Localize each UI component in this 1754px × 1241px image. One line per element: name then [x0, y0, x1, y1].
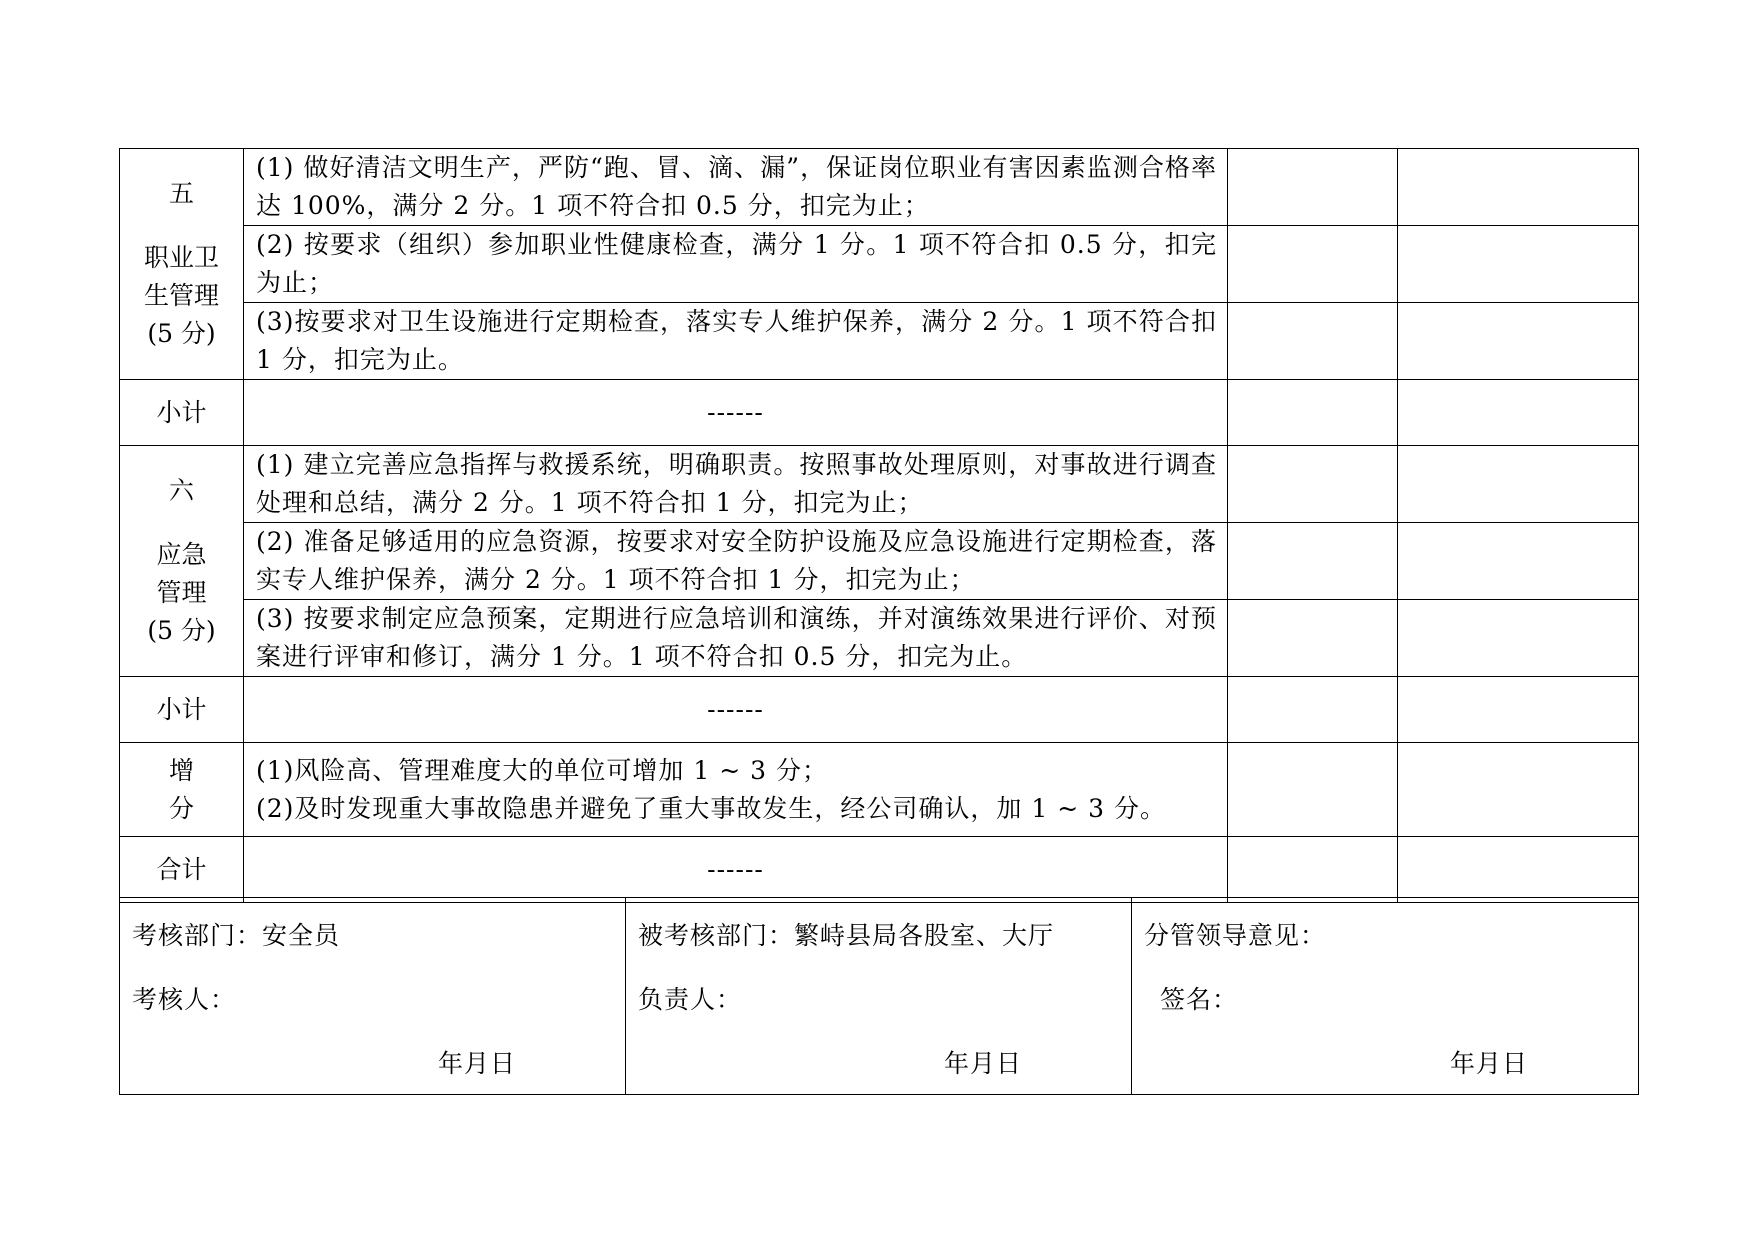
criterion-text: (2) 准备足够适用的应急资源，按要求对安全防护设施及应急设施进行定期检查，落实专人维护保养，满分 2 分。1 项不符合扣 1 分，扣完为止； — [244, 523, 1228, 600]
remark-cell[interactable] — [1398, 523, 1639, 600]
remark-cell[interactable] — [1398, 743, 1639, 837]
signoff-row — [120, 898, 1639, 1095]
subtotal-value: ------ — [244, 677, 1228, 743]
signoff-person: 考核人： — [132, 985, 237, 1014]
criterion-text: (1) 做好清洁文明生产，严防“跑、冒、滴、漏”，保证岗位职业有害因素监测合格率达 100%，满分 2 分。1 项不符合扣 0.5 分，扣完为止； — [244, 149, 1228, 226]
criterion-text: (1)风险高、管理难度大的单位可增加 1 ~ 3 分； — [256, 755, 828, 785]
score-cell[interactable] — [1228, 743, 1398, 837]
score-cell[interactable] — [1228, 523, 1398, 600]
subtotal-row — [120, 677, 1639, 743]
subtotal-row — [120, 380, 1639, 446]
criterion-text: (1) 建立完善应急指挥与救援系统，明确职责。按照事故处理原则，对事故进行调查处理和总结，满分 2 分。1 项不符合扣 1 分，扣完为止； — [244, 446, 1228, 523]
remark-cell[interactable] — [1398, 600, 1639, 677]
subtotal-label: 小计 — [120, 380, 244, 446]
table-row — [120, 446, 1639, 523]
signoff-date: 年月日 — [1450, 1049, 1529, 1078]
signoff-leader[interactable] — [1132, 898, 1639, 1095]
signoff-department: 考核部门：安全员 — [132, 921, 341, 950]
remark-cell[interactable] — [1398, 303, 1639, 380]
score-cell[interactable] — [1228, 303, 1398, 380]
criterion-text: (3) 按要求制定应急预案，定期进行应急培训和演练，并对演练效果进行评价、对预案进行评审和修订，满分 1 分。1 项不符合扣 0.5 分，扣完为止。 — [244, 600, 1228, 677]
bonus-label-line: 分 — [168, 793, 194, 823]
criterion-text: (3)按要求对卫生设施进行定期检查，落实专人维护保养，满分 2 分。1 项不符合扣 1 分，扣完为止。 — [244, 303, 1228, 380]
category-name: 应急管理 — [156, 540, 207, 607]
remark-cell[interactable] — [1398, 380, 1639, 446]
category-number: 五 — [168, 179, 194, 208]
remark-cell[interactable] — [1398, 446, 1639, 523]
signoff-opinion: 分管领导意见： — [1144, 921, 1327, 950]
score-cell[interactable] — [1228, 149, 1398, 226]
signoff-date: 年月日 — [438, 1049, 517, 1078]
category-number: 六 — [168, 476, 194, 505]
total-label: 合计 — [120, 837, 244, 903]
table-row — [120, 600, 1639, 677]
score-table — [119, 148, 1639, 903]
table-row — [120, 149, 1639, 226]
subtotal-value: ------ — [244, 380, 1228, 446]
remark-cell[interactable] — [1398, 226, 1639, 303]
total-row — [120, 837, 1639, 903]
score-cell[interactable] — [1228, 446, 1398, 523]
remark-cell[interactable] — [1398, 677, 1639, 743]
table-row — [120, 226, 1639, 303]
signoff-date: 年月日 — [944, 1049, 1023, 1078]
signoff-department: 被考核部门：繁峙县局各股室、大厅 — [638, 921, 1055, 950]
bonus-label — [120, 743, 244, 837]
score-cell[interactable] — [1228, 226, 1398, 303]
score-cell[interactable] — [1228, 600, 1398, 677]
table-row — [120, 523, 1639, 600]
category-cell-occupational-health — [120, 149, 244, 380]
score-cell[interactable] — [1228, 837, 1398, 903]
category-cell-emergency-management — [120, 446, 244, 677]
score-cell[interactable] — [1228, 677, 1398, 743]
total-value: ------ — [244, 837, 1228, 903]
category-name: 职业卫生管理 — [143, 243, 219, 310]
category-score: (5 分) — [147, 319, 216, 348]
signoff-table — [119, 897, 1639, 1095]
signoff-person: 负责人： — [638, 985, 743, 1014]
bonus-criteria — [244, 743, 1228, 837]
score-cell[interactable] — [1228, 380, 1398, 446]
signoff-signature: 签名： — [1160, 985, 1239, 1014]
table-row — [120, 303, 1639, 380]
subtotal-label: 小计 — [120, 677, 244, 743]
signoff-assessor[interactable] — [120, 898, 626, 1095]
remark-cell[interactable] — [1398, 837, 1639, 903]
category-score: (5 分) — [147, 616, 216, 645]
signoff-assessee[interactable] — [626, 898, 1132, 1095]
bonus-label-line: 增 — [168, 755, 194, 785]
criterion-text: (2)及时发现重大事故隐患并避免了重大事故发生，经公司确认，加 1 ~ 3 分。 — [256, 793, 1166, 823]
criterion-text: (2) 按要求（组织）参加职业性健康检查，满分 1 分。1 项不符合扣 0.5 分，扣完为止； — [244, 226, 1228, 303]
bonus-row — [120, 743, 1639, 837]
remark-cell[interactable] — [1398, 149, 1639, 226]
